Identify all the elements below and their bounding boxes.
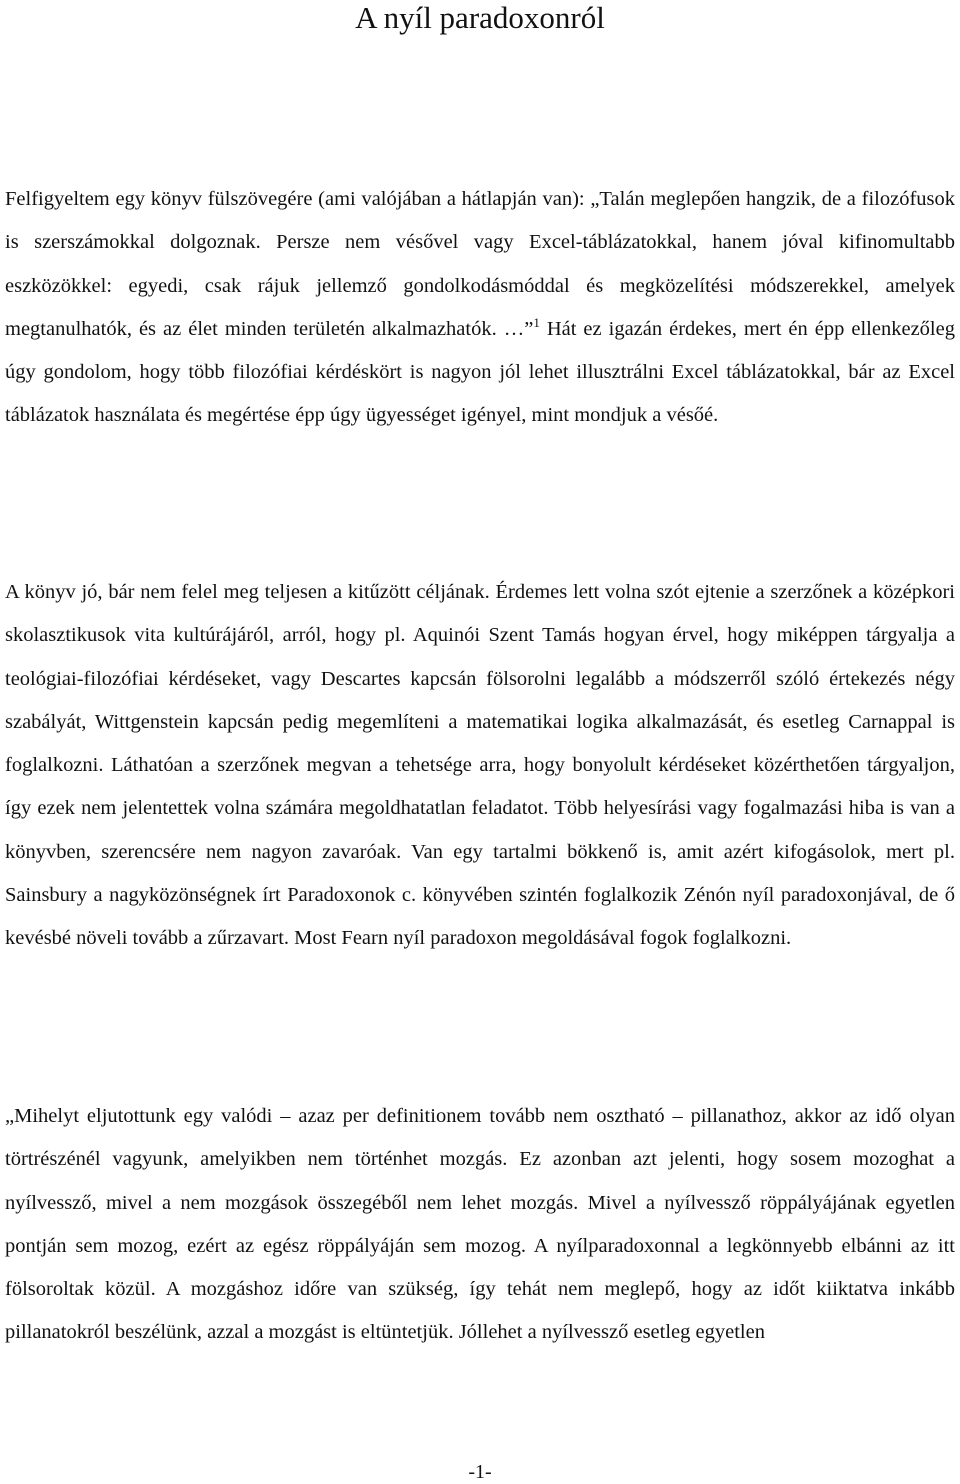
paragraph-quote: „Mihelyt eljutottunk egy valódi – azaz per definitionem tovább nem osztható – pillanathoz, akkor az idő olyan törtrészénél vagyunk, amelyikben nem történhet mozgás. Ez azonban azt jelenti, hogy sosem mozoghat a nyílvessző, mivel a nem mozgások összegéből nem lehet mozgás. Mivel a nyílvessző röppályájának egyetlen pontján sem mozog, ezért az egész röppályáján sem mozog. A nyílparadoxonnal a legkönnyebb elbánni az itt fölsoroltak közül. A mozgáshoz időre van szükség, így tehát nem meglepő, hogy az időt kiiktatva inkább pillanatokról beszélünk, azzal a mozgást is eltüntetjük. Jóllehet a nyílvessző esetleg egyetlen bbox=[5, 1105, 955, 1344]
paragraph-intro-continuation: Hát ez igazán érdekes, mert én épp ellenkezőleg úgy gondolom, hogy több filozófiai kérdéskört is nagyon jól lehet illusztrálni Excel táblázatokkal, bár az Excel táblázatok használata és megértése épp úgy ügyességet igényel, mint mondjuk a vésőé. bbox=[5, 317, 955, 427]
page-number: -1- bbox=[468, 1461, 492, 1483]
footnote-marker[interactable]: 1 bbox=[533, 315, 540, 331]
paragraph-intro bbox=[5, 178, 955, 438]
paragraph-intro-text: Felfigyeltem egy könyv fülszövegére (ami valójában a hátlapján van): „Talán meglepően hangzik, de a filozófusok is szerszámokkal dolgoznak. Persze nem vésővel vagy Excel-táblázatokkal, hanem jóval kifinomultabb eszközökkel: egyedi, csak rájuk jellemző gondolkodásmóddal és megközelítési módszerekkel, amelyek megtanulhatók, és az élet minden területén alkalmazhatók. …” bbox=[5, 188, 955, 340]
paragraph-review: A könyv jó, bár nem felel meg teljesen a kitűzött céljának. Érdemes lett volna szót ejtenie a szerzőnek a középkori skolasztikusok vita kultúrájáról, arról, hogy pl. Aquinói Szent Tamás hogyan érvel, hogy miképpen tárgyalja a teológiai-filozófiai kérdéseket, vagy Descartes kapcsán fölsorolni legalább a módszerről szóló értekezés négy szabályát, Wittgenstein kapcsán pedig megemlíteni a matematikai logika alkalmazását, és esetleg Carnappal is foglalkozni. Láthatóan a szerzőnek megvan a tehetsége arra, hogy bonyolult kérdéseket közérthetően tárgyaljon, így ezek nem jelentettek volna számára megoldhatatlan feladatot. Több helyesírási vagy fogalmazási hiba is van a könyvben, szerencsére nem nagyon zavaróak. Van egy tartalmi bökkenő is, amit azért kifogásolok, mert pl. Sainsbury a nagyközönségnek írt Paradoxonok c. könyvében szintén foglalkozik Zénón nyíl paradoxonjával, de ő kevésbé növeli tovább a zűrzavart. Most Fearn nyíl paradoxon megoldásával fogok foglalkozni. bbox=[5, 581, 955, 950]
page-title: A nyíl paradoxonról bbox=[355, 0, 605, 35]
